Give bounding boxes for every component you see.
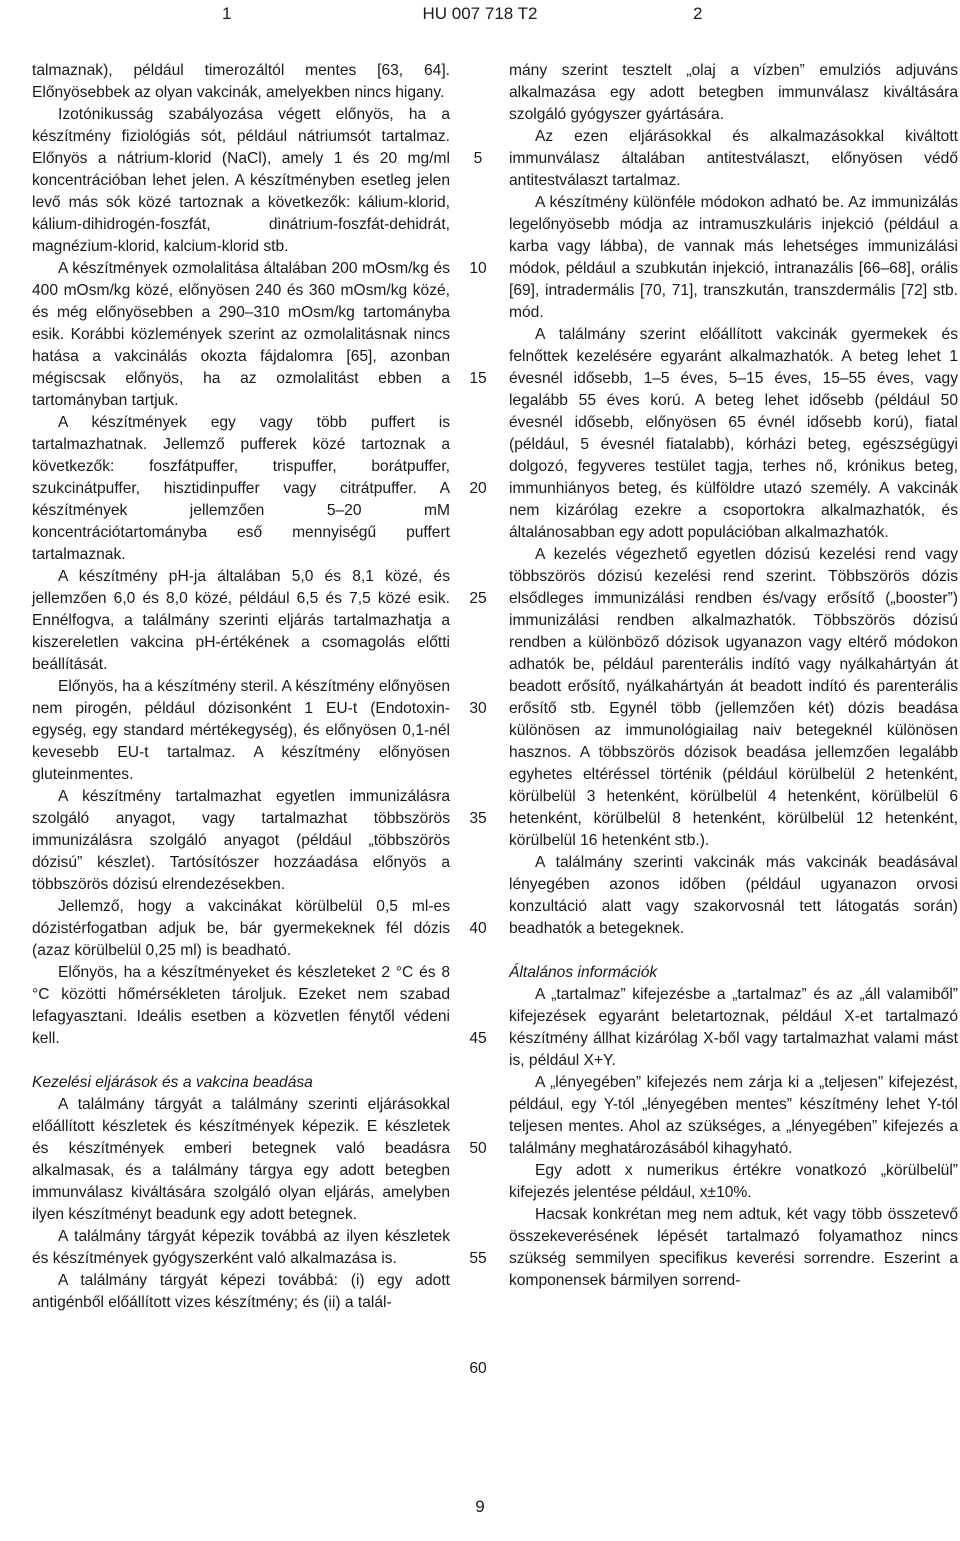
line-number: 55 bbox=[469, 1250, 487, 1267]
line-number: 25 bbox=[469, 590, 487, 607]
right-column bbox=[509, 60, 958, 1292]
section-heading: Általános információk bbox=[509, 964, 658, 981]
line-number: 5 bbox=[473, 150, 483, 167]
paragraph: A készítmények ozmolalitása általában 200 mOsm/kg és 400 mOsm/kg közé, előnyösen 240 és 360 mOsm/kg közé, és még előnyösebben a 290–310 mOsm/kg tartományba esik. Korábbi közlemények szerint az ozmolalitásnak nincs hatása a vakcinálás okozta fájdalomra [65], azonban mégiscsak előnyös, ha az ozmolalitást ebben a tartományban tartjuk. bbox=[32, 260, 450, 409]
section-heading: Kezelési eljárások és a vakcina beadása bbox=[32, 1074, 313, 1091]
footer-page-number: 9 bbox=[475, 1497, 485, 1516]
line-number: 45 bbox=[469, 1030, 487, 1047]
paragraph-continuation: talmaznak), például timerozáltól mentes [63, 64]. Előnyösebbek az olyan vakcinák, amelyekben nincs higany. bbox=[32, 62, 450, 101]
patent-number: HU 007 718 T2 bbox=[422, 4, 538, 23]
line-number: 30 bbox=[469, 700, 487, 717]
paragraph: Előnyös, ha a készítmény steril. A készítmény előnyösen nem pirogén, például dózisonként 1 EU-t (Endotoxin-egység, egy standard mértékegység), és előnyösen 0,1-nél kevesebb EU-t tartalmaz. A készítmény előnyösen gluteinmentes. bbox=[32, 678, 450, 783]
paragraph: Hacsak konkrétan meg nem adtuk, két vagy több összetevő összekeverésének lépését tartalmazó folyamathoz nincs szükség semmilyen specifikus keverési sorrendre. Eszerint a komponensek bármilyen sorrend- bbox=[509, 1206, 958, 1289]
paragraph-continuation: mány szerint tesztelt „olaj a vízben” emulziós adjuváns alkalmazása egy adott betegben immunválasz kiváltására szolgáló gyógyszer gyártására. bbox=[509, 62, 958, 123]
paragraph: A készítmény pH-ja általában 5,0 és 8,1 közé, és jellemzően 6,0 és 8,0 közé, például 6,5 és 7,5 közé esik. Ennélfogva, a találmány szerinti eljárás tartalmazhatja a kiszereletlen vakcina pH-értékének a csomagolás előtti beállítását. bbox=[32, 568, 450, 673]
paragraph: A találmány szerinti vakcinák más vakcinák beadásával lényegében azonos időben (például ugyanazon orvosi konzultáció alatt vagy szakorvosnál tett látogatás során) beadhatók a betegeknek. bbox=[509, 854, 958, 937]
line-number: 40 bbox=[469, 920, 487, 937]
line-number: 15 bbox=[469, 370, 487, 387]
paragraph: A készítmény különféle módokon adható be. Az immunizálás legelőnyösebb módja az intramuszkuláris injekció (például a karba vagy lábba), de vannak más lehetséges immunizálási módok, például a szubkután injekció, intranazális [66–68], orális [69], intradermális [70, 71], transzkután, transzdermális [72] stb. mód. bbox=[509, 194, 958, 321]
paragraph: A készítmény tartalmazhat egyetlen immunizálásra szolgáló anyagot, vagy tartalmazhat többszörös immunizálásra szolgáló anyagot (például „többszörös dózisú” készlet). Tartósítószer hozzáadása előnyös a többszörös dózisú elrendezésekben. bbox=[32, 788, 450, 893]
paragraph: Izotónikusság szabályozása végett előnyös, ha a készítmény fiziológiás sót, például nátriumsót tartalmaz. Előnyös a nátrium-klorid (NaCl), amely 1 és 20 mg/ml koncentrációban lehet jelen. A készítményben esetleg jelen levő más sók közé tartoznak a következők: kálium-klorid, kálium-dihidrogén-foszfát, dinátrium-foszfát-dehidrát, magnézium-klorid, kalcium-klorid stb. bbox=[32, 106, 450, 255]
line-number: 60 bbox=[469, 1360, 487, 1377]
paragraph: A „tartalmaz” kifejezésbe a „tartalmaz” és az „áll valamiből” kifejezések egyaránt beletartoznak, például X-et tartalmazó készítmény állhat kizárólag X-ből vagy tartalmazhat valami mást is, például X+Y. bbox=[509, 986, 958, 1069]
page-number-left: 1 bbox=[222, 4, 232, 23]
line-number: 50 bbox=[469, 1140, 487, 1157]
paragraph: Jellemző, hogy a vakcinákat körülbelül 0,5 ml-es dózistérfogatban adjuk be, bár gyermekeknek fél dózis (azaz körülbelül 0,25 ml) is beadható. bbox=[32, 898, 450, 959]
paragraph: A kezelés végezhető egyetlen dózisú kezelési rend vagy többszörös dózisú kezelési rend szerint. Többszörös dózis elsődleges immunizálási rendben és/vagy erősítő („booster”) immunizálási rendben alkalmazhatók. Többszörös dózisú rendben a különböző dózisok ugyanazon vagy eltérő módokon adhatók be, például parenterális indító vagy nyálkahártyán át beadott erősítő, nyálkahártyán át beadott indító és parenterális erősítő stb. Egynél több (jellemzően két) dózis beadása különösen az immunológiailag naiv betegeknél különösen hasznos. A többszörös dózisok beadása jellemzően legalább egyhetes eltéréssel történik (például körülbelül 2 hetenként, körülbelül 3 hetenként, körülbelül 4 hetenként, körülbelül 6 hetenként, körülbelül 8 hetenként, körülbelül 12 hetenként, körülbelül 16 hetenként stb.). bbox=[509, 546, 958, 849]
line-number: 20 bbox=[469, 480, 487, 497]
paragraph: A találmány tárgyát a találmány szerinti eljárásokkal előállított készletek és készítmények képezik. E készletek és készítmények emberi betegnek való beadásra alkalmasak, és a találmány tárgya egy adott betegben immunválasz kiváltására szolgáló olyan eljárás, amelyben ilyen készítményt beadunk egy adott betegnek. bbox=[32, 1096, 450, 1223]
line-number: 35 bbox=[469, 810, 487, 827]
paragraph: A találmány tárgyát képezik továbbá az ilyen készletek és készítmények gyógyszerként való alkalmazása is. bbox=[32, 1228, 450, 1267]
paragraph: Az ezen eljárásokkal és alkalmazásokkal kiváltott immunválasz általában antitestválaszt, előnyösen védő antitestválaszt tartalmaz. bbox=[509, 128, 958, 189]
left-column bbox=[32, 60, 450, 1314]
paragraph: A készítmények egy vagy több puffert is tartalmazhatnak. Jellemző pufferek közé tartoznak a következők: foszfátpuffer, trispuffer, borátpuffer, szukcinátpuffer, hisztidinpuffer vagy citrátpuffer. A készítmények jellemzően 5–20 mM koncentrációtartományba eső mennyiségű puffert tartalmaznak. bbox=[32, 414, 450, 563]
page-number-right: 2 bbox=[693, 4, 703, 23]
paragraph: Egy adott x numerikus értékre vonatkozó „körülbelül” kifejezés jelentése például, x±10%. bbox=[509, 1162, 958, 1201]
paragraph: A találmány szerint előállított vakcinák gyermekek és felnőttek kezelésére egyaránt alkalmazhatók. A beteg lehet 1 évesnél idősebb, 1–5 éves, 5–15 éves, 15–55 éves, vagy legalább 55 éves korú. A beteg lehet idősebb (például 50 évesnél idősebb, előnyösen 65 évnél idősebb korú), fiatal (például, 5 évesnél fiatalabb), kórházi beteg, egészségügyi dolgozó, fegyveres testület tagja, terhes nő, krónikus beteg, immunhiányos beteg, és külföldre utazó személy. A vakcinák nem kizárólag ezekre a csoportokra alkalmazhatók, és általánosabban egy adott populációban alkalmazhatók. bbox=[509, 326, 958, 541]
paragraph: Előnyös, ha a készítményeket és készleteket 2 °C és 8 °C közötti hőmérsékleten tároljuk. Ezeket nem szabad lefagyasztani. Ideális esetben a közvetlen fénytől védeni kell. bbox=[32, 964, 450, 1047]
line-number: 10 bbox=[469, 260, 487, 277]
paragraph: A találmány tárgyát képezi továbbá: (i) egy adott antigénből előállított vizes készítmény; és (ii) a talál- bbox=[32, 1272, 450, 1311]
page-header bbox=[0, 0, 960, 30]
paragraph: A „lényegében” kifejezés nem zárja ki a „teljesen” kifejezést, például, egy Y-tól „lényegében mentes” készítmény lehet Y-tól teljesen mentes. Ahol az szükséges, a „lényegében” kifejezés a találmány meghatározásából kihagyható. bbox=[509, 1074, 958, 1157]
